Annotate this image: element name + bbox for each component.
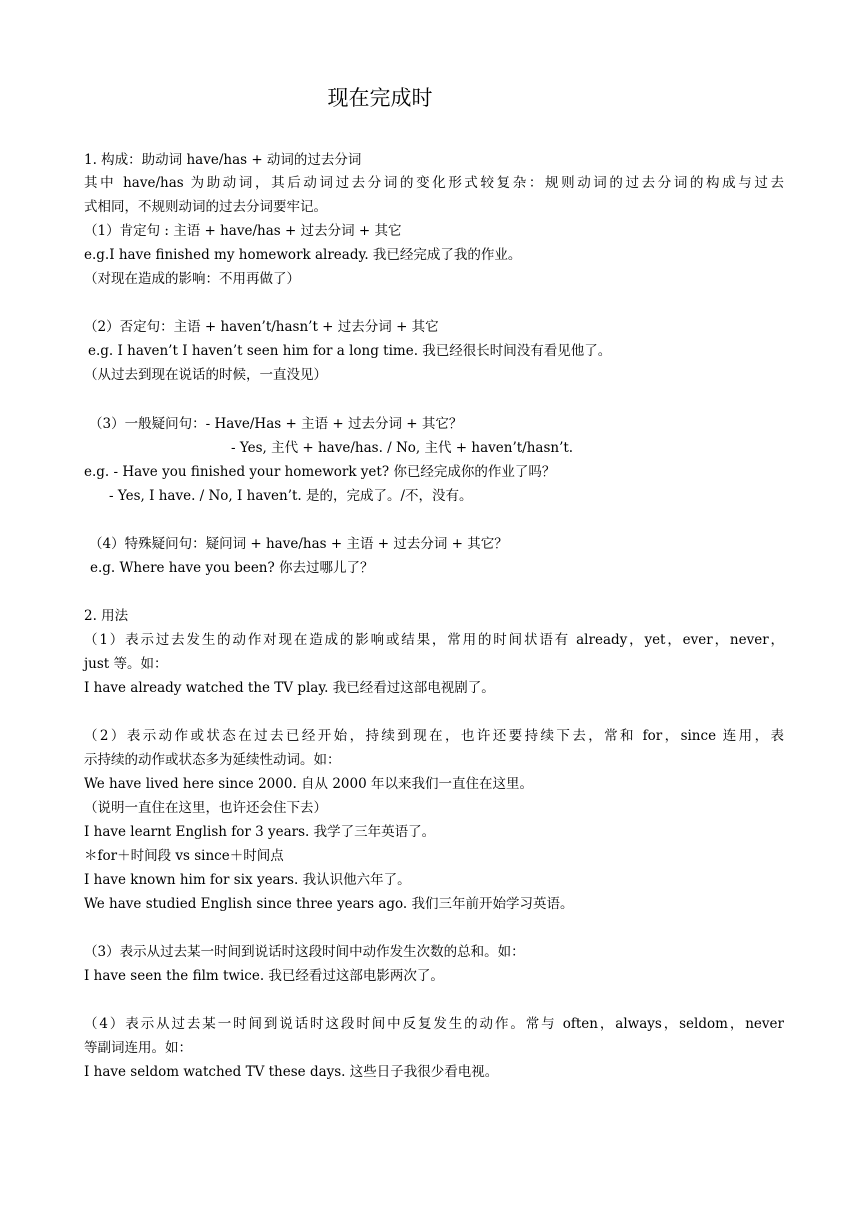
text-line: I have seldom watched TV these days. 这些日子我很少看电视。	[84, 1064, 499, 1080]
text-line: 等副词连用。如：	[84, 1040, 192, 1056]
text-line: e.g. Where have you been? 你去过哪儿了？	[90, 560, 374, 576]
text-line: 2. 用法	[84, 608, 129, 624]
text-line: I have already watched the TV play. 我已经看过这部电视剧了。	[84, 680, 495, 696]
text-line: （1）表示过去发生的动作对现在造成的影响或结果，常用的时间状语有 already，yet，ever，never，	[84, 632, 784, 648]
text-line: （3）一般疑问句：- Have/Has + 主语 + 过去分词 + 其它？	[89, 416, 463, 432]
text-line: - Yes, I have. / No, I haven’t. 是的，完成了。/不，没有。	[109, 488, 473, 504]
text-line: just 等。如：	[84, 656, 168, 672]
text-line: I have learnt English for 3 years. 我学了三年英语了。	[84, 824, 436, 840]
text-line: e.g. I haven’t I haven’t seen him for a long time. 我已经很长时间没有看见他了。	[88, 343, 612, 359]
text-line: ＊for＋时间段 vs since＋时间点	[84, 848, 284, 864]
text-line: e.g.I have finished my homework already. 我已经完成了我的作业。	[84, 247, 522, 263]
text-line: （4）特殊疑问句：疑问词 + have/has + 主语 + 过去分词 + 其它？	[89, 536, 508, 552]
text-line: （对现在造成的影响：不用再做了）	[84, 271, 300, 287]
text-line: We have studied English since three years ago. 我们三年前开始学习英语。	[84, 896, 574, 912]
text-line: We have lived here since 2000. 自从 2000 年以来我们一直住在这里。	[84, 776, 533, 792]
text-line: （2）否定句：主语 + haven’t/hasn’t + 过去分词 + 其它	[84, 319, 439, 335]
text-line: 式相同，不规则动词的过去分词要牢记。	[84, 199, 327, 215]
text-line: 其中 have/has 为助动词，其后动词过去分词的变化形式较复杂：规则动词的过去分词的构成与过去	[84, 175, 784, 191]
text-line: （从过去到现在说话的时候，一直没见）	[84, 367, 327, 383]
text-line: I have known him for six years. 我认识他六年了。	[84, 872, 411, 888]
text-line: 1. 构成：助动词 have/has + 动词的过去分词	[84, 152, 362, 168]
text-line: （说明一直住在这里，也许还会住下去）	[84, 800, 327, 816]
text-line: I have seen the film twice. 我已经看过这部电影两次了。	[84, 968, 444, 984]
text-line: （4）表示从过去某一时间到说话时这段时间中反复发生的动作。常与 often，always，seldom，never	[84, 1016, 784, 1032]
text-line: （1）肯定句 : 主语 + have/has + 过去分词 + 其它	[84, 223, 402, 239]
page-title: 现在完成时	[327, 86, 433, 110]
text-line: （3）表示从过去某一时间到说话时这段时间中动作发生次数的总和。如：	[84, 944, 525, 960]
text-line: （2）表示动作或状态在过去已经开始，持续到现在，也许还要持续下去，常和 for，since 连用，表	[84, 728, 784, 744]
text-line: 示持续的动作或状态多为延续性动词。如：	[84, 752, 341, 768]
text-line: - Yes, 主代 + have/has. / No, 主代 + haven’t/hasn’t.	[231, 440, 574, 456]
text-line: e.g. - Have you finished your homework yet? 你已经完成你的作业了吗？	[84, 464, 556, 480]
